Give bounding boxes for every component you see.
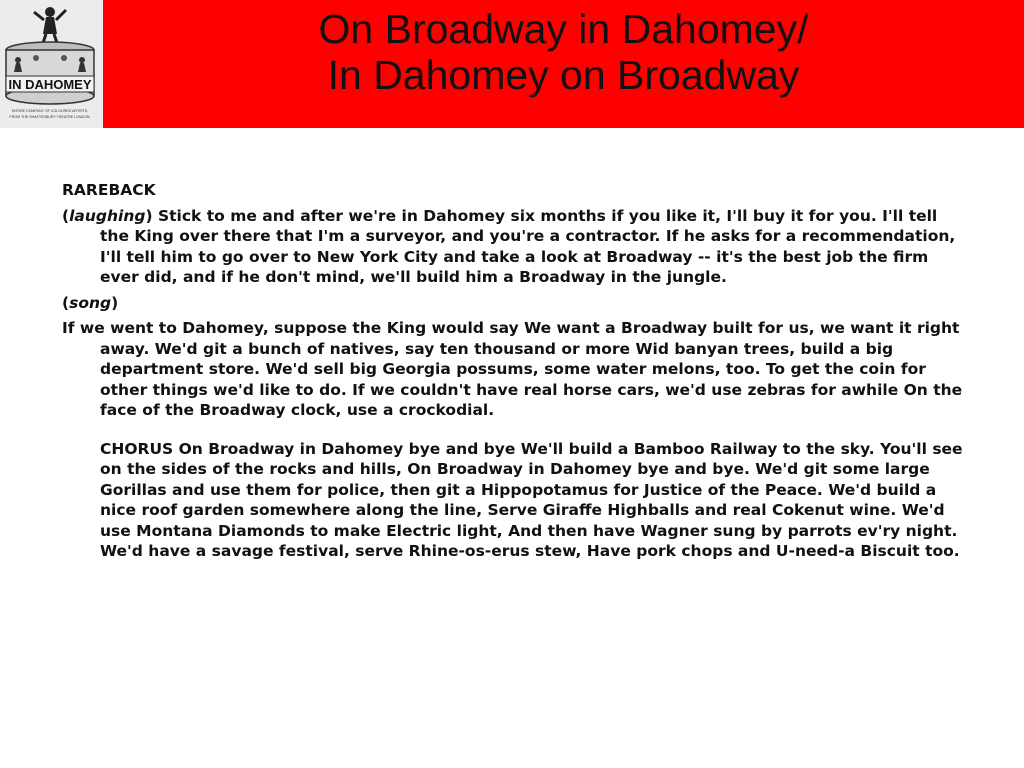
slide-title (103, 6, 1024, 98)
in-dahomey-poster-logo-icon (0, 0, 103, 128)
song-chorus: CHORUS On Broadway in Dahomey bye and bye We'll build a Bamboo Railway to the sky. You'll see on the sides of the rocks and hills, On Broadway in Dahomey bye and bye. We'd git some large Gorillas and use them for police, then git a Hippopotamus for Justice of the Peace. We'd build a nice roof garden somewhere along the line, Serve Giraffe Highballs and real Cokenut wine. We'd use Montana Diamonds to make Electric light, And then have Wagner sung by parrots ev'ry night. We'd have a savage festival, serve Rhine-os-erus stew, Have pork chops and U-need-a Biscuit too. (100, 439, 963, 560)
in-dahomey-logo (0, 0, 103, 128)
dialogue-paragraph (62, 206, 967, 288)
paren-open: ( (62, 293, 70, 312)
speaker-name: RAREBACK (62, 181, 156, 199)
stage-direction-laughing: laughing (69, 206, 146, 225)
stage-direction-song: song (69, 293, 112, 312)
svg-text:ENTIRE COMPANY OF COLOURED ART: ENTIRE COMPANY OF COLOURED ARTISTS, (11, 109, 89, 113)
paren-open: ( (62, 206, 70, 225)
paren-close: ) (145, 206, 153, 225)
title-banner (0, 0, 1024, 128)
song-verse: If we went to Dahomey, suppose the King would say We want a Broadway built for us, we want it right away. We'd git a bunch of natives, say ten thousand or more Wid banyan trees, build a big department store. We'd sell big Georgia possums, some water melons, too. To get the coin for other things we'd like to do. If we couldn't have real horse cars, we'd use zebras for awhile On the face of the Broadway clock, use a crockodial. (62, 319, 963, 419)
paren-close: ) (111, 293, 119, 312)
svg-text:FROM THE SHAFTESBURY THEATRE L: FROM THE SHAFTESBURY THEATRE LONDON. (9, 115, 91, 119)
title-line-2: In Dahomey on Broadway (327, 52, 800, 98)
dialogue-text: Stick to me and after we're in Dahomey six months if you like it, I'll buy it for you. I'll tell the King over there that I'm a surveyor, and you're a contractor. If he asks for a recommendation, I'll tell him to go over to New York City and take a look at Broadway -- it's the best job the firm ever did, and if he don't mind, we'll build him a Broadway in the jungle. (100, 206, 956, 286)
slide-body (62, 180, 967, 567)
logo-wordmark: IN DAHOMEY (8, 77, 92, 92)
title-line-1: On Broadway in Dahomey/ (318, 6, 809, 52)
stage-direction-paragraph (62, 293, 967, 314)
